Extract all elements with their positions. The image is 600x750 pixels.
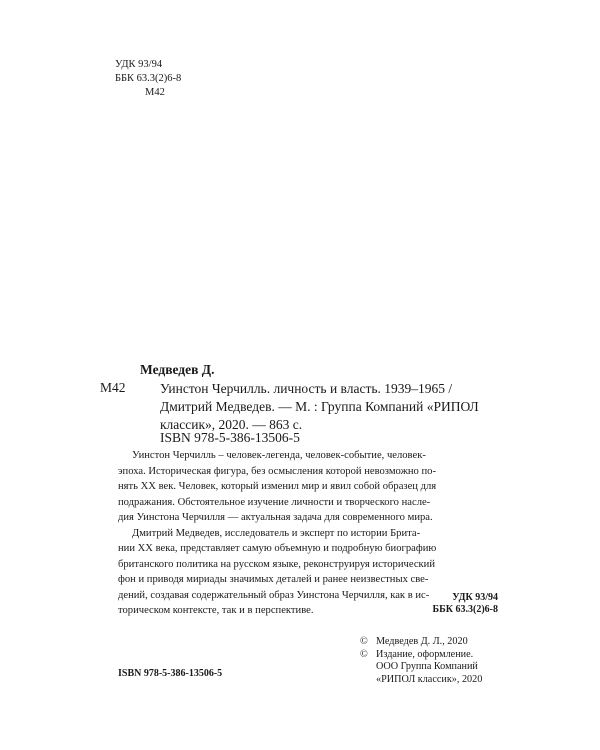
annotation-line: британского политика на русском языке, реконструируя исторический: [118, 558, 436, 570]
record-isbn: ISBN 978-5-386-13506-5: [160, 430, 300, 445]
record-line: Уинстон Черчилль. личность и власть. 1939–1965 /: [160, 381, 453, 396]
copyright-publisher-line2: «РИПОЛ классик», 2020: [376, 673, 483, 685]
record-author-sign: М42: [100, 380, 126, 395]
record-line: классик», 2020. — 863 с.: [160, 417, 303, 432]
bbk-code-bottom: ББК 63.3(2)6-8: [432, 604, 498, 615]
annotation-line: дений, создавая содержательный образ Уинстона Черчилля, как в ис-: [118, 589, 430, 601]
annotation-line: Уинстон Черчилль – человек-легенда, человек-событие, человек-: [132, 450, 426, 461]
classification-codes-top: [115, 58, 181, 100]
copyright-block: [360, 636, 500, 686]
copyright-publisher-line1: ООО Группа Компаний: [376, 661, 478, 672]
record-line: Дмитрий Медведев. — М. : Группа Компаний «РИПОЛ: [160, 399, 479, 414]
copyright-author: Медведев Д. Л., 2020: [376, 636, 468, 647]
classification-codes-bottom: [398, 592, 498, 616]
copyright-icon: ©: [360, 648, 368, 660]
udk-code-bottom: УДК 93/94: [452, 592, 498, 603]
annotation-line: эпоха. Историческая фигура, без осмысления которой невозможно по-: [118, 465, 436, 477]
copyright-design: Издание, оформление.: [376, 648, 474, 660]
annotation-line: Дмитрий Медведев, исследователь и эксперт по истории Брита-: [132, 527, 421, 539]
annotation-line: нять XX век. Человек, который изменил мир и явил собой образец для: [118, 481, 437, 492]
annotation-line: дия Уинстона Черчилля — актуальная задача для современного мира.: [118, 512, 433, 523]
author-sign-top: М42: [145, 87, 165, 98]
annotation-line: нии XX века, представляет самую объемную и подробную биографию: [118, 543, 437, 554]
record-description: [160, 380, 490, 434]
record-author: Медведев Д.: [140, 362, 215, 377]
udk-code: УДК 93/94: [115, 59, 163, 70]
isbn-bottom: ISBN 978-5-386-13506-5: [118, 668, 223, 679]
annotation-line: фон и приводя мириады значимых деталей и ранее неизвестных све-: [118, 574, 429, 585]
bbk-code: ББК 63.3(2)6-8: [115, 73, 182, 84]
annotation-line: подражания. Обстоятельное изучение личности и творческого насле-: [118, 496, 431, 508]
copyright-icon: ©: [360, 636, 368, 647]
annotation-line: торическом контексте, так и в перспективе.: [118, 605, 314, 616]
